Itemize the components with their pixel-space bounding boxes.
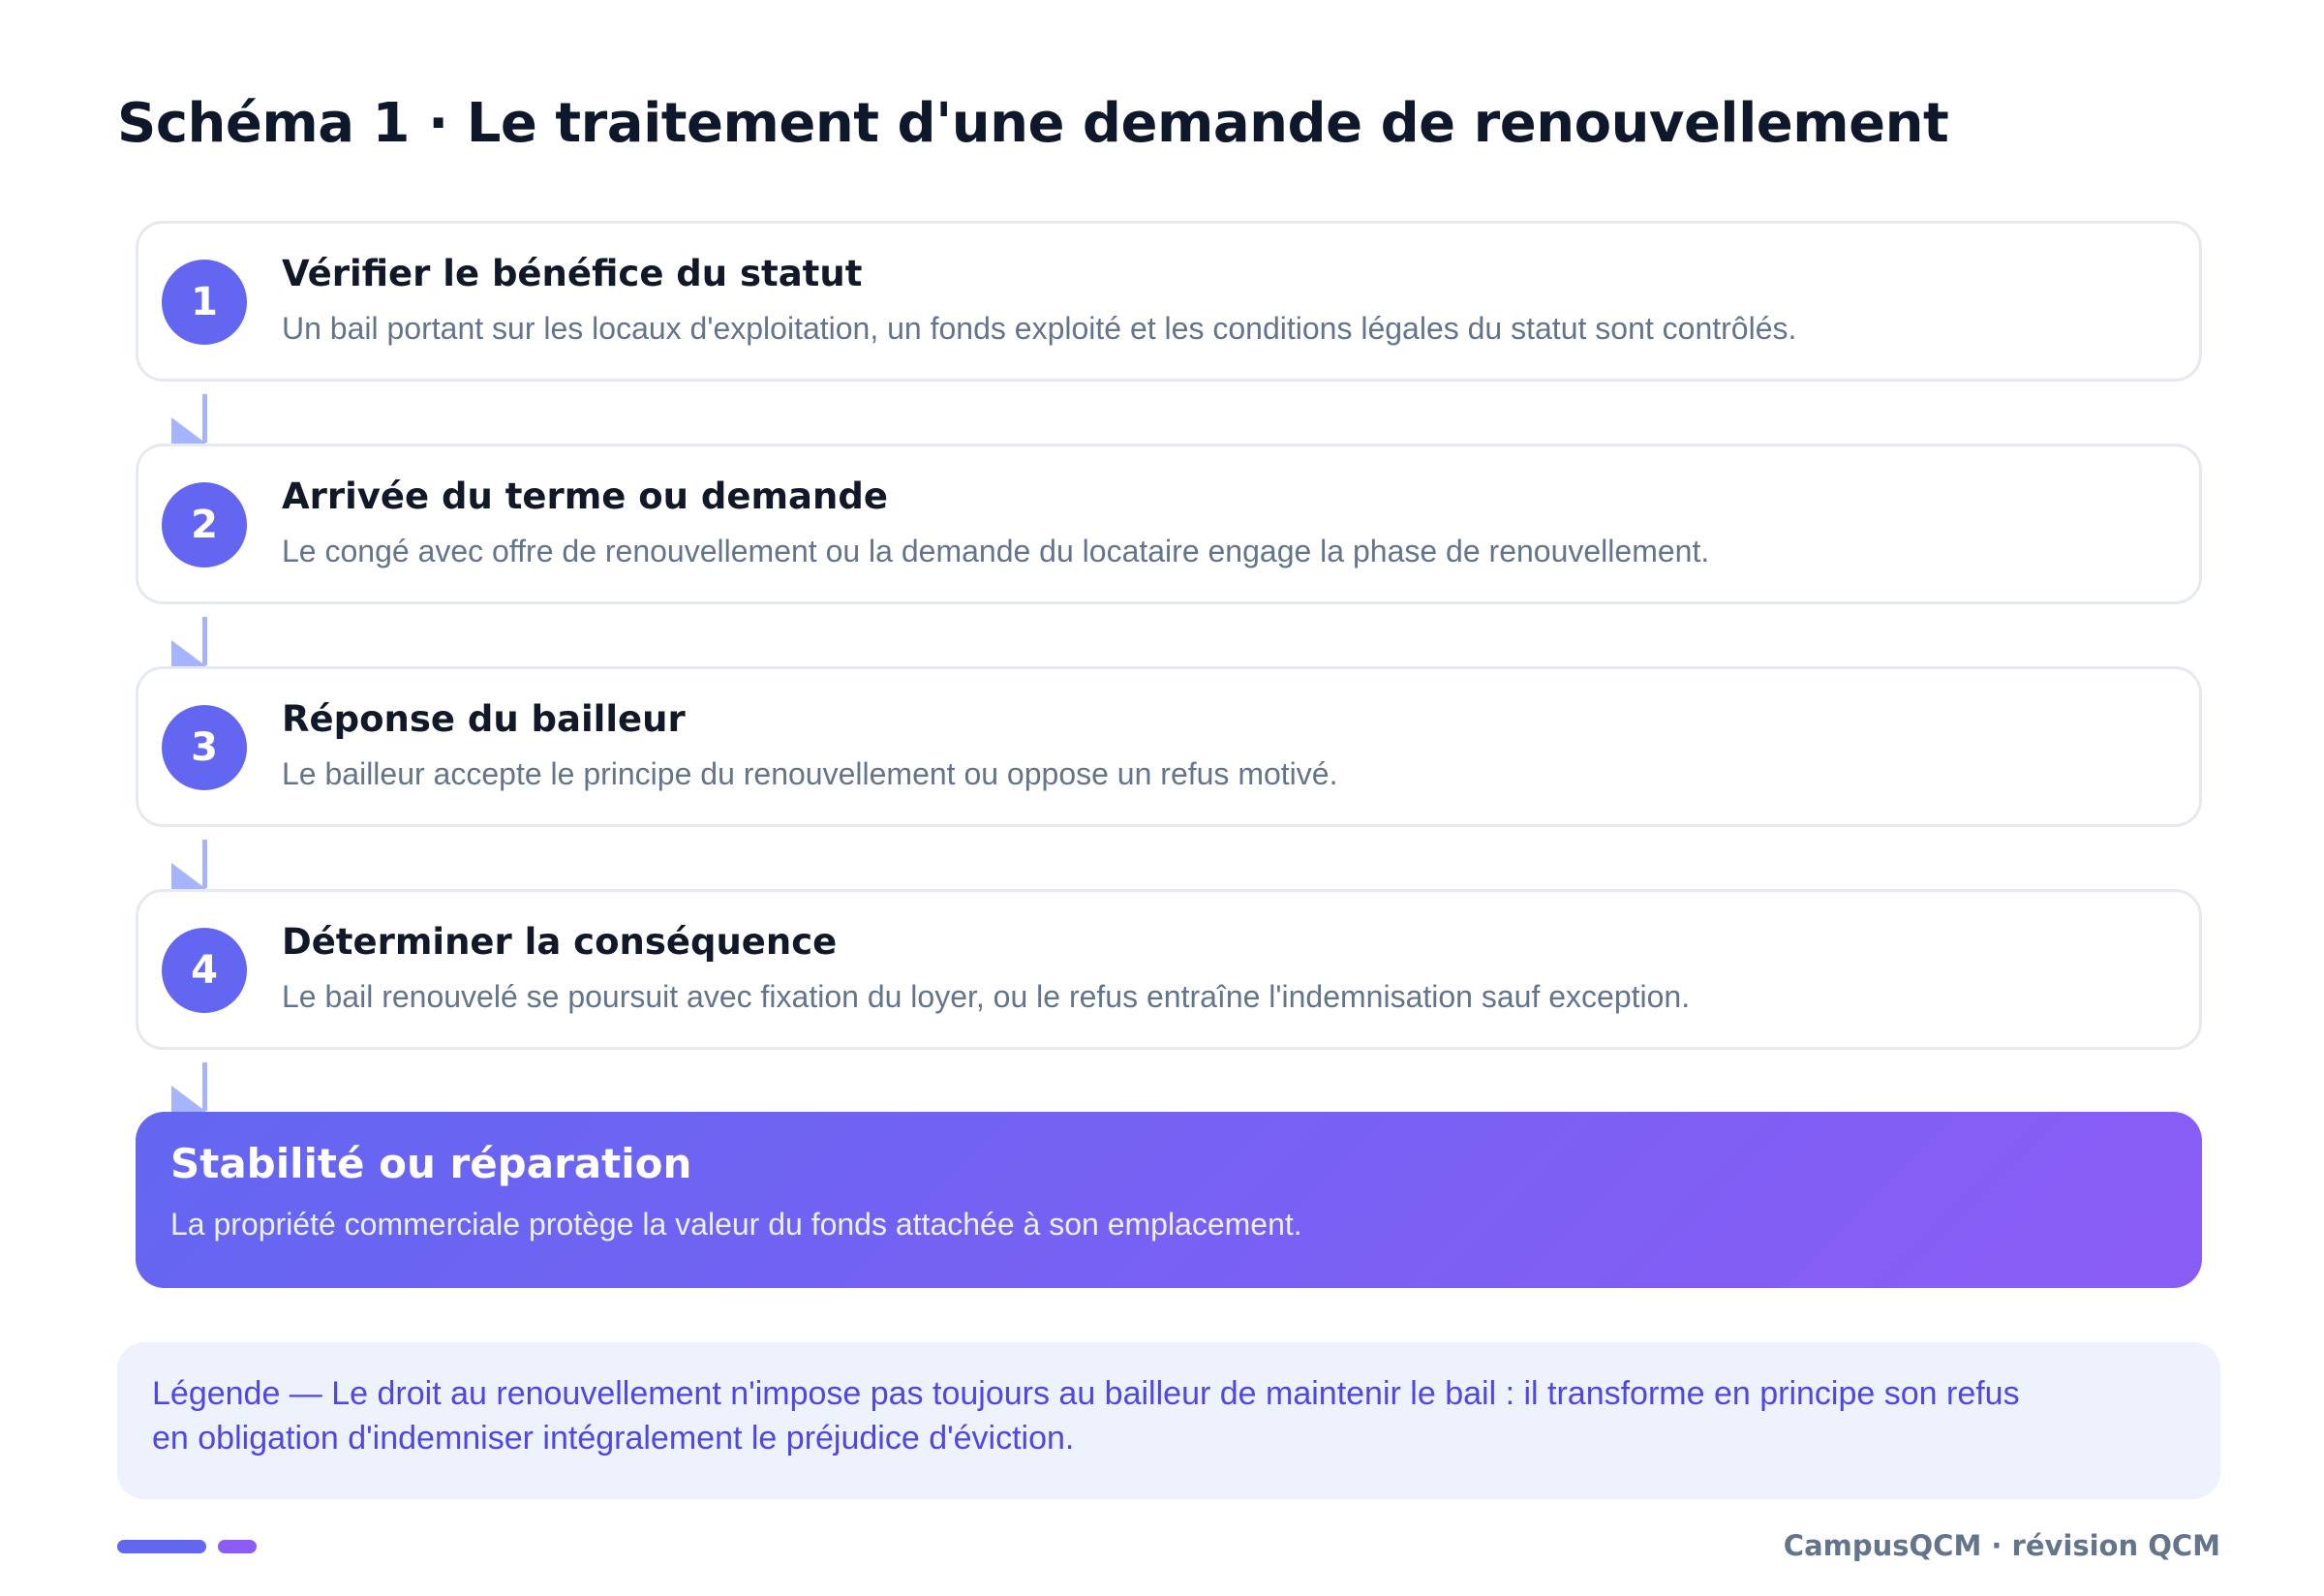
step-title: Vérifier le bénéfice du statut bbox=[282, 253, 863, 294]
arrow-down-right-icon bbox=[171, 617, 210, 671]
arrow-down-right-icon bbox=[171, 394, 210, 448]
legend-line-2: en obligation d'indemniser intégralement le préjudice d'éviction. bbox=[152, 1420, 1075, 1457]
step-card-3 bbox=[136, 666, 2202, 827]
step-description: Le congé avec offre de renouvellement ou la demande du locataire engage la phase de renouvellement. bbox=[282, 534, 1710, 568]
result-title: Stabilité ou réparation bbox=[170, 1140, 692, 1187]
result-card bbox=[136, 1112, 2202, 1288]
footer-brand: CampusQCM · révision QCM bbox=[1783, 1529, 2220, 1562]
step-card-4 bbox=[136, 889, 2202, 1050]
step-number-badge: 4 bbox=[162, 928, 247, 1013]
step-title: Arrivée du terme ou demande bbox=[282, 476, 888, 517]
step-number-badge: 2 bbox=[162, 482, 247, 568]
footer-bar-secondary bbox=[218, 1540, 257, 1553]
step-description: Un bail portant sur les locaux d'exploitation, un fonds exploité et les conditions légales du statut sont contrôlés. bbox=[282, 311, 1797, 346]
legend-box bbox=[117, 1342, 2220, 1499]
footer-bar-primary bbox=[117, 1540, 206, 1553]
arrow-down-right-icon bbox=[171, 1062, 210, 1117]
step-title: Déterminer la conséquence bbox=[282, 921, 838, 963]
arrow-down-right-icon bbox=[171, 840, 210, 894]
step-card-1 bbox=[136, 221, 2202, 382]
step-number-badge: 1 bbox=[162, 260, 247, 345]
result-description: La propriété commerciale protège la valeur du fonds attachée à son emplacement. bbox=[170, 1207, 1302, 1242]
process-steps bbox=[136, 221, 2202, 1112]
step-description: Le bail renouvelé se poursuit avec fixation du loyer, ou le refus entraîne l'indemnisation sauf exception. bbox=[282, 979, 1691, 1014]
page-title: Schéma 1 · Le traitement d'une demande de renouvellement bbox=[117, 92, 1949, 155]
step-number-badge: 3 bbox=[162, 705, 247, 790]
legend-line-1: Légende — Le droit au renouvellement n'impose pas toujours au bailleur de maintenir le bail : il transforme en principe son refus bbox=[152, 1375, 2020, 1412]
step-description: Le bailleur accepte le principe du renouvellement ou oppose un refus motivé. bbox=[282, 756, 1338, 791]
step-title: Réponse du bailleur bbox=[282, 698, 686, 740]
step-card-2 bbox=[136, 444, 2202, 604]
